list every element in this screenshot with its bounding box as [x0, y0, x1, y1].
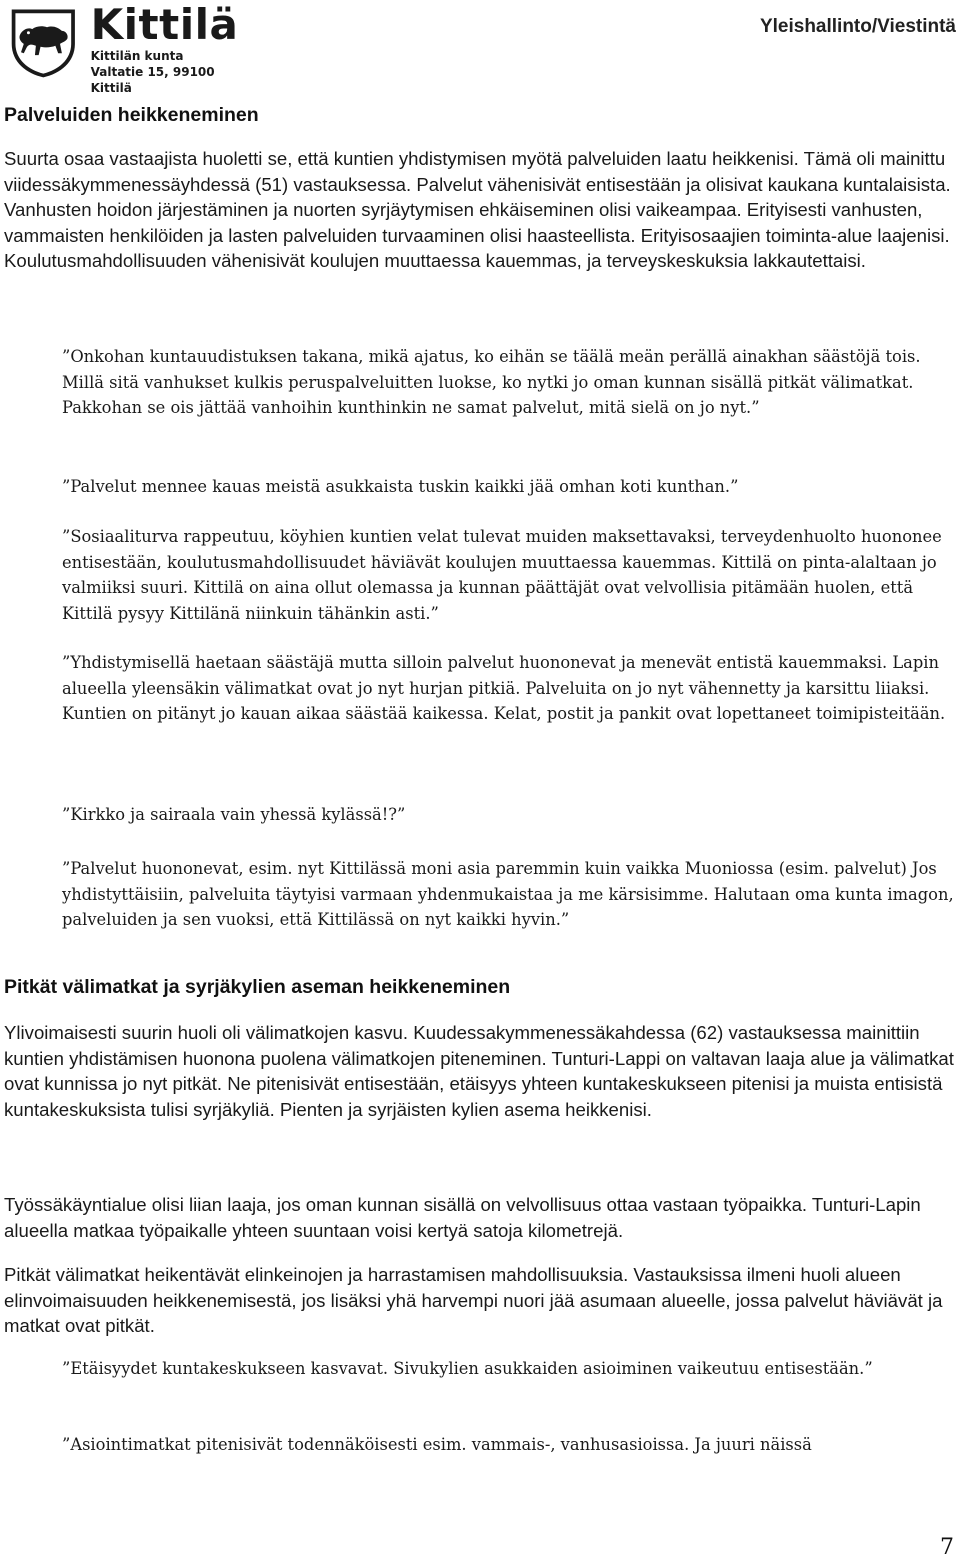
quote-4: ”Yhdistymisellä haetaan säästäjä mutta silloin palvelut huononevat ja menevät entistä kauemmaksi. Lapin alueella yleensäkin välimatkat ovat jo nyt hurjan pitkiä. Palveluita on jo nyt vähennetty ja karsittu liiaksi. Kuntien on pitänyt jo kauan aikaa säästää kaikessa. Kelat, postit ja pankit ovat lopettaneet toimipisteitään.: [62, 653, 946, 723]
paragraph-services: Suurta osaa vastaajista huoletti se, että kuntien yhdistymisen myötä palveluiden laatu heikkenisi. Tämä oli mainittu viidessäkymmenessäyhdessä (51) vastauksessa. Palvelut vähenisivät entisestään ja olisivat kaukana kuntalaisista. Vanhusten hoidon järjestäminen ja nuorten syrjäytymisen ehkäiseminen olisi vaikeampaa. Erityisesti vanhusten, vammaisten henkilöiden ja lasten palveluiden turvaaminen olisi haasteellista. Erityisosaajien toiminta-alue laajenisi. Koulutusmahdollisuuden vähenisivät koulujen muuttaessa kauemmas, ja terveyskeskuksia lakkautettaisi.: [4, 148, 951, 271]
paragraph-distances-2: Työssäkäyntialue olisi liian laaja, jos oman kunnan sisällä on velvollisuus ottaa vastaan työpaikka. Tunturi-Lapin alueella matkaa työpaikalle yhteen suuntaan voisi kertyä satoja kilometrejä.: [4, 1194, 921, 1241]
quote-3: ”Sosiaaliturva rappeutuu, köyhien kuntien velat tulevat muiden maksettavaksi, terveydenhuolto huononee entisestään, koulutusmahdollisuudet häviävät koulujen muuttaessa kauemmas. Kittilä on pinta-alaltaan jo valmiiksi suuri. Kittilä on aina ollut olemassa ja kunnan päättäjät ovat velvollisia pitämään huolen, että Kittilä pysyy Kittilänä niinkuin tähänkin asti.”: [62, 527, 942, 623]
quote-1: ”Onkohan kuntauudistuksen takana, mikä ajatus, ko eihän se täälä meän perällä ainakhan säästöjä tois. Millä sitä vanhukset kulkis peruspalveluitten luokse, ko nytki jo oman kunnan sisällä pitkät välimatkat. Pakkohan se ois jättää vanhoihin kunthinkin ne samat palvelut, mitä sielä on jo nyt.”: [62, 347, 921, 417]
quote-7: ”Etäisyydet kuntakeskukseen kasvavat. Sivukylien asukkaiden asioiminen vaikeutuu entisestään.”: [62, 1359, 873, 1378]
logo-name: Kittilä: [90, 0, 239, 49]
quote-8: ”Asiointimatkat pitenisivät todennäköisesti esim. vammais-, vanhusasioissa. Ja juuri näissä: [62, 1435, 812, 1454]
quote-5: ”Kirkko ja sairaala vain yhessä kylässä!?”: [62, 805, 406, 824]
section-heading-distances: Pitkät välimatkat ja syrjäkylien aseman heikkeneminen: [4, 976, 511, 998]
logo-text: [90, 0, 248, 95]
paragraph-distances-3: Pitkät välimatkat heikentävät elinkeinojen ja harrastamisen mahdollisuuksia. Vastauksissa ilmeni huoli alueen elinvoimaisuuden heikkenemisestä, jos lisäksi yhä harvempi nuori jää asumaan alueelle, jossa palvelut häviävät ja matkat ovat pitkät.: [4, 1264, 943, 1336]
kittila-logo: [8, 0, 248, 95]
coat-of-arms-icon: [8, 4, 79, 82]
logo-municipality: Kittilän kunta: [90, 49, 184, 63]
paragraph-distances-1: Ylivoimaisesti suurin huoli oli välimatkojen kasvu. Kuudessakymmenessäkahdessa (62) vastauksessa mainittiin kuntien yhdistämisen huonona puolena välimatkojen piteneminen. Tunturi-Lappi on valtavan laaja alue ja välimatkat ovat kunnissa jo nyt pitkät. Ne pitenisivät entisestään, etäisyys yhteen kuntakeskukseen pitenisi ja muista entisistä kuntakeskuksista tulisi syrjäkyliä. Pienten ja syrjäisten kylien asema heikkenisi.: [4, 1022, 954, 1120]
quote-6: ”Palvelut huononevat, esim. nyt Kittilässä moni asia paremmin kuin vaikka Muoniossa (esim. palvelut) Jos yhdistyttäisiin, palveluita täytyisi varmaan yhdenmukaistaa ja me kärsisimme. Halutaan oma kunta imagon, palveluiden ja sen vuoksi, että Kittilässä on nyt kaikki hyvin.”: [62, 859, 954, 929]
department-label: Yleishallinto/Viestintä: [759, 16, 956, 37]
page-number: 7: [940, 1535, 954, 1560]
section-heading-services: Palveluiden heikkeneminen: [4, 104, 259, 126]
logo-address: Valtatie 15, 99100 Kittilä: [90, 65, 215, 95]
quote-2: ”Palvelut mennee kauas meistä asukkaista tuskin kaikki jää omhan koti kunthan.”: [62, 477, 739, 496]
